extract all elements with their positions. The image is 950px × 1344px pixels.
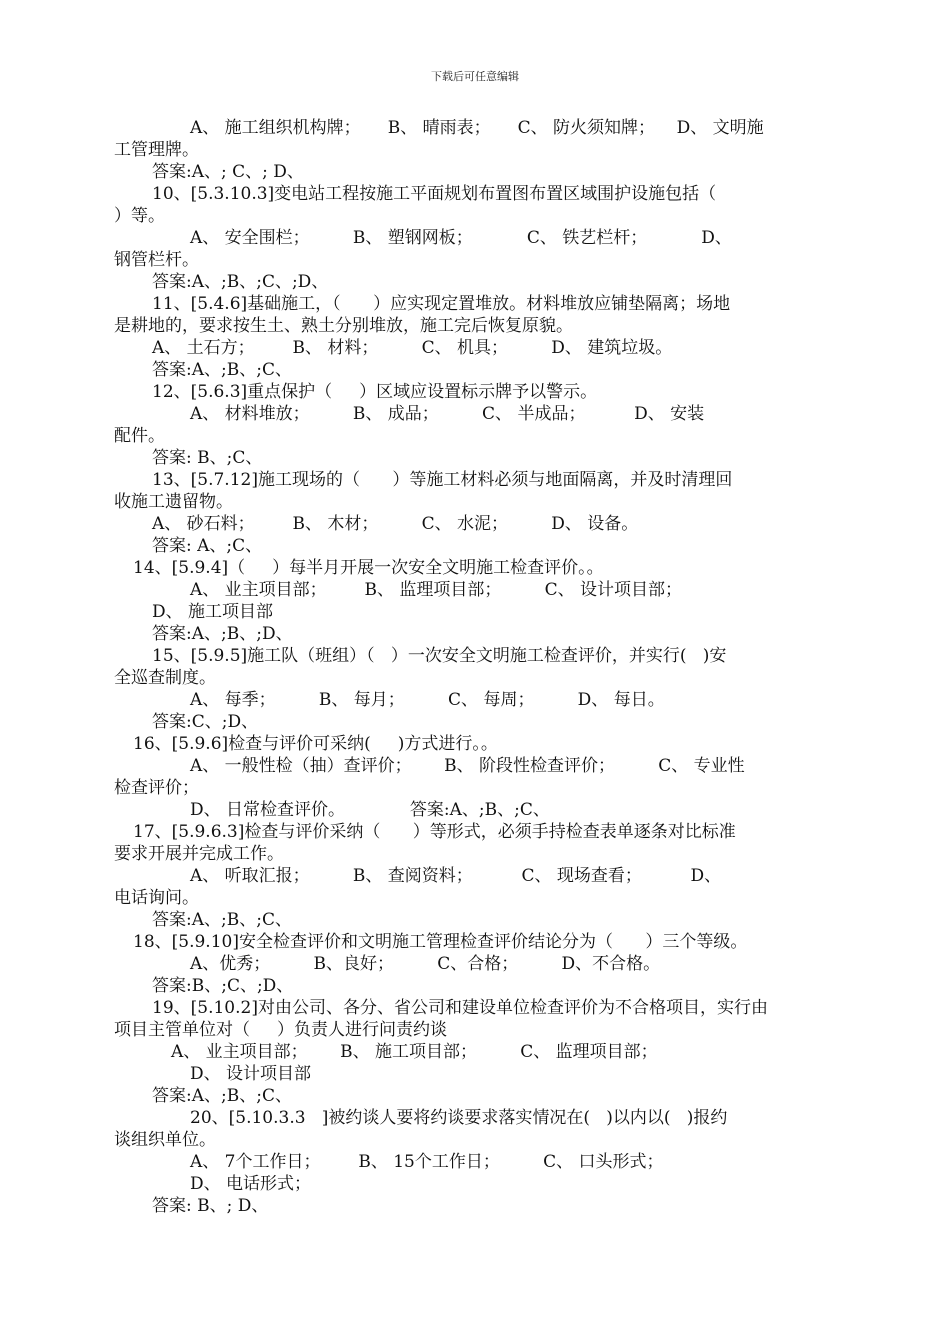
text-line: A、 业主项目部； B、 监理项目部； C、 设计项目部； <box>190 580 683 600</box>
text-line: 答案:A、;B、;C、 <box>152 360 292 380</box>
text-line: 17、[5.9.6.3]检查与评价采纳（ ）等形式，必须手持检查表单逐条对比标准 <box>133 822 736 842</box>
text-line: D、 电话形式； <box>190 1174 312 1194</box>
text-line: 答案:A、;B、;C、 <box>152 1086 292 1106</box>
text-line: 答案:C、;D、 <box>152 712 259 732</box>
text-line: 19、[5.10.2]对由公司、各分、省公司和建设单位检查评价为不合格项目，实行由 <box>152 998 768 1018</box>
text-line: 18、[5.9.10]安全检查评价和文明施工管理检查评价结论分为（ ）三个等级。 <box>133 932 748 952</box>
text-line: 10、[5.3.10.3]变电站工程按施工平面规划布置图布置区域围护设施包括（ <box>152 184 717 204</box>
text-line: A、 砂石料； B、 木材； C、 水泥； D、 设备。 <box>152 514 639 534</box>
text-line: 是耕地的，要求按生土、熟土分别堆放，施工完后恢复原貌。 <box>114 316 573 336</box>
text-line: A、 安全围栏； B、 塑钢网板； C、 铁艺栏杆； D、 <box>190 228 732 248</box>
text-line: 13、[5.7.12]施工现场的（ ）等施工材料必须与地面隔离，并及时清理回 <box>152 470 733 490</box>
text-line: D、 日常检查评价。 答案:A、;B、;C、 <box>190 800 550 820</box>
text-line: 答案: B、; D、 <box>152 1196 269 1216</box>
text-line: 收施工遗留物。 <box>114 492 233 512</box>
text-line: 15、[5.9.5]施工队（班组）（ ）一次安全文明施工检查评价，并实行( )安 <box>152 646 727 666</box>
text-line: 全巡查制度。 <box>114 668 216 688</box>
text-line: 20、[5.10.3.3 ]被约谈人要将约谈要求落实情况在( )以内以( )报约 <box>190 1108 728 1128</box>
text-line: A、优秀； B、良好； C、合格； D、不合格。 <box>190 954 661 974</box>
text-line: 谈组织单位。 <box>114 1130 216 1150</box>
text-line: 钢管栏杆。 <box>114 250 199 270</box>
text-line: 答案:A、;B、;C、;D、 <box>152 272 329 292</box>
text-line: 项目主管单位对（ ）负责人进行问责约谈 <box>114 1020 448 1040</box>
text-line: 配件。 <box>114 426 165 446</box>
text-line: A、 土石方； B、 材料； C、 机具； D、 建筑垃圾。 <box>152 338 673 358</box>
text-line: 11、[5.4.6]基础施工，（ ）应实现定置堆放。材料堆放应铺垫隔离；场地 <box>152 294 731 314</box>
text-line: 电话询问。 <box>114 888 199 908</box>
text-line: 12、[5.6.3]重点保护（ ）区域应设置标示牌予以警示。 <box>152 382 598 402</box>
text-line: A、 听取汇报； B、 查阅资料； C、 现场查看； D、 <box>190 866 722 886</box>
text-line: D、 设计项目部 <box>190 1064 312 1084</box>
text-line: 答案:B、;C、;D、 <box>152 976 294 996</box>
text-line: A、 一般性检（抽）查评价； B、 阶段性检查评价； C、 专业性 <box>190 756 745 776</box>
text-line: 16、[5.9.6]检查与评价可采纳( )方式进行。。 <box>133 734 498 754</box>
text-line: D、 施工项目部 <box>152 602 274 622</box>
text-line: A、 材料堆放； B、 成品； C、 半成品； D、 安装 <box>190 404 705 424</box>
text-line: ）等。 <box>114 206 165 226</box>
text-line: A、 7个工作日； B、 15个工作日； C、 口头形式； <box>190 1152 664 1172</box>
text-line: 工管理牌。 <box>114 140 199 160</box>
text-line: 要求开展并完成工作。 <box>114 844 284 864</box>
text-line: A、 业主项目部； B、 施工项目部； C、 监理项目部； <box>171 1042 658 1062</box>
text-line: 14、[5.9.4]（ ）每半月开展一次安全文明施工检查评价。。 <box>133 558 604 578</box>
text-line: 答案: A、;C、 <box>152 536 263 556</box>
text-line: 答案:A、;B、;C、 <box>152 910 292 930</box>
text-line: 检查评价； <box>114 778 199 798</box>
text-line: A、 施工组织机构牌； B、 晴雨表； C、 防火须知牌； D、 文明施 <box>190 118 764 138</box>
text-line: 答案:A、;B、;D、 <box>152 624 293 644</box>
page-header: 下载后可任意编辑 <box>431 70 519 83</box>
text-line: 答案: B、;C、 <box>152 448 263 468</box>
text-line: 答案:A、; C、; D、 <box>152 162 304 182</box>
text-line: A、 每季； B、 每月； C、 每周； D、 每日。 <box>190 690 665 710</box>
